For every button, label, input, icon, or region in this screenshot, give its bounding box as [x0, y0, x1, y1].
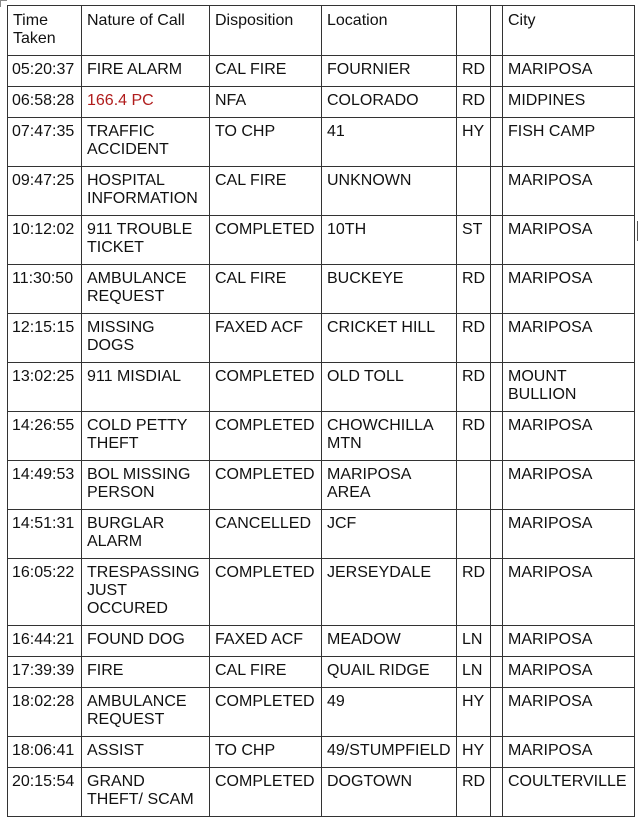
table-row — [8, 216, 635, 265]
cell-street-suffix: RD — [457, 265, 491, 314]
cell-blank — [491, 56, 503, 87]
cell-nature-of-call: 911 TROUBLE TICKET — [82, 216, 210, 265]
cell-city: MARIPOSA — [503, 314, 635, 363]
cell-location: OLD TOLL — [322, 363, 457, 412]
cell-disposition: CAL FIRE — [210, 167, 322, 216]
cell-city: MARIPOSA — [503, 626, 635, 657]
table-row — [8, 87, 635, 118]
table-row — [8, 314, 635, 363]
cell-location: 49 — [322, 688, 457, 737]
cell-blank — [491, 363, 503, 412]
col-header-city: City — [503, 6, 635, 56]
cell-blank — [491, 461, 503, 510]
cell-location: MEADOW — [322, 626, 457, 657]
cell-blank — [491, 87, 503, 118]
cell-disposition: FAXED ACF — [210, 314, 322, 363]
call-log-body — [8, 56, 635, 817]
cell-street-suffix: LN — [457, 626, 491, 657]
cell-street-suffix: LN — [457, 657, 491, 688]
table-row — [8, 167, 635, 216]
table-row — [8, 626, 635, 657]
col-header-time-taken: Time Taken — [8, 6, 82, 56]
cell-disposition: COMPLETED — [210, 412, 322, 461]
cell-blank — [491, 559, 503, 626]
call-log-table — [7, 5, 635, 817]
cell-location: 49/STUMPFIELD — [322, 737, 457, 768]
cell-nature-of-call: BOL MISSING PERSON — [82, 461, 210, 510]
cell-time-taken: 16:44:21 — [8, 626, 82, 657]
cell-disposition: COMPLETED — [210, 461, 322, 510]
table-row — [8, 412, 635, 461]
cell-blank — [491, 688, 503, 737]
cell-time-taken: 14:49:53 — [8, 461, 82, 510]
cell-location: JCF — [322, 510, 457, 559]
cell-disposition: CAL FIRE — [210, 265, 322, 314]
cell-city: MIDPINES — [503, 87, 635, 118]
cell-street-suffix: RD — [457, 768, 491, 817]
cell-time-taken: 10:12:02 — [8, 216, 82, 265]
col-header-disposition: Disposition — [210, 6, 322, 56]
col-header-blank — [491, 6, 503, 56]
cell-city: MARIPOSA — [503, 412, 635, 461]
cell-nature-of-call: ASSIST — [82, 737, 210, 768]
cell-location: CRICKET HILL — [322, 314, 457, 363]
col-header-nature-of-call: Nature of Call — [82, 6, 210, 56]
cell-time-taken: 17:39:39 — [8, 657, 82, 688]
cell-blank — [491, 265, 503, 314]
table-row — [8, 363, 635, 412]
cell-disposition: COMPLETED — [210, 363, 322, 412]
cell-nature-of-call: BURGLAR ALARM — [82, 510, 210, 559]
cell-location: QUAIL RIDGE — [322, 657, 457, 688]
cell-disposition: TO CHP — [210, 737, 322, 768]
cell-city: MARIPOSA — [503, 265, 635, 314]
cell-nature-of-call: HOSPITAL INFORMATION — [82, 167, 210, 216]
cell-city: MARIPOSA — [503, 510, 635, 559]
cell-street-suffix: RD — [457, 314, 491, 363]
cell-street-suffix: RD — [457, 363, 491, 412]
cell-street-suffix: HY — [457, 118, 491, 167]
cell-nature-of-call: TRESPASSING JUST OCCURED — [82, 559, 210, 626]
cell-city: MARIPOSA — [503, 559, 635, 626]
cell-city: MARIPOSA — [503, 56, 635, 87]
cell-city: MARIPOSA — [503, 657, 635, 688]
cell-disposition: TO CHP — [210, 118, 322, 167]
cell-blank — [491, 510, 503, 559]
cell-nature-of-call: MISSING DOGS — [82, 314, 210, 363]
col-header-location: Location — [322, 6, 457, 56]
cell-disposition: COMPLETED — [210, 216, 322, 265]
cell-location: 41 — [322, 118, 457, 167]
cell-blank — [491, 737, 503, 768]
cell-location: UNKNOWN — [322, 167, 457, 216]
cell-nature-of-call: AMBULANCE REQUEST — [82, 265, 210, 314]
cell-blank — [491, 314, 503, 363]
cell-disposition: COMPLETED — [210, 768, 322, 817]
cell-time-taken: 11:30:50 — [8, 265, 82, 314]
cell-disposition: NFA — [210, 87, 322, 118]
cell-city: MARIPOSA — [503, 737, 635, 768]
cell-time-taken: 14:51:31 — [8, 510, 82, 559]
table-row — [8, 657, 635, 688]
cell-location: MARIPOSA AREA — [322, 461, 457, 510]
page-corner-mark — [0, 0, 7, 7]
cell-disposition: CAL FIRE — [210, 56, 322, 87]
table-row — [8, 510, 635, 559]
cell-city: MOUNT BULLION — [503, 363, 635, 412]
cell-nature-of-call: FIRE — [82, 657, 210, 688]
cell-disposition: COMPLETED — [210, 559, 322, 626]
cell-location: FOURNIER — [322, 56, 457, 87]
cell-nature-of-call: 166.4 PC — [82, 87, 210, 118]
cell-city: MARIPOSA — [503, 461, 635, 510]
header-row — [8, 6, 635, 56]
table-row — [8, 737, 635, 768]
cell-nature-of-call: GRAND THEFT/ SCAM — [82, 768, 210, 817]
table-row — [8, 265, 635, 314]
cell-city: MARIPOSA — [503, 167, 635, 216]
cell-time-taken: 13:02:25 — [8, 363, 82, 412]
cell-nature-of-call: COLD PETTY THEFT — [82, 412, 210, 461]
cell-location: DOGTOWN — [322, 768, 457, 817]
cell-street-suffix: HY — [457, 737, 491, 768]
cell-street-suffix — [457, 167, 491, 216]
cell-time-taken: 05:20:37 — [8, 56, 82, 87]
cell-blank — [491, 216, 503, 265]
table-row — [8, 461, 635, 510]
cell-location: 10TH — [322, 216, 457, 265]
cell-time-taken: 14:26:55 — [8, 412, 82, 461]
cell-time-taken: 06:58:28 — [8, 87, 82, 118]
cell-location: JERSEYDALE — [322, 559, 457, 626]
cell-street-suffix: HY — [457, 688, 491, 737]
cell-time-taken: 18:02:28 — [8, 688, 82, 737]
cell-nature-of-call: TRAFFIC ACCIDENT — [82, 118, 210, 167]
cell-nature-of-call: AMBULANCE REQUEST — [82, 688, 210, 737]
cell-time-taken: 16:05:22 — [8, 559, 82, 626]
cell-city: COULTERVILLE — [503, 768, 635, 817]
cell-blank — [491, 768, 503, 817]
cell-time-taken: 09:47:25 — [8, 167, 82, 216]
cell-street-suffix: RD — [457, 56, 491, 87]
table-row — [8, 56, 635, 87]
cell-time-taken: 12:15:15 — [8, 314, 82, 363]
page-edge-mark — [637, 221, 638, 241]
table-row — [8, 559, 635, 626]
cell-nature-of-call: 911 MISDIAL — [82, 363, 210, 412]
cell-blank — [491, 167, 503, 216]
table-row — [8, 768, 635, 817]
cell-disposition: COMPLETED — [210, 688, 322, 737]
cell-street-suffix — [457, 461, 491, 510]
cell-city: MARIPOSA — [503, 688, 635, 737]
cell-location: COLORADO — [322, 87, 457, 118]
cell-street-suffix: ST — [457, 216, 491, 265]
col-header-street-suffix — [457, 6, 491, 56]
cell-nature-of-call: FOUND DOG — [82, 626, 210, 657]
table-row — [8, 688, 635, 737]
cell-city: MARIPOSA — [503, 216, 635, 265]
cell-blank — [491, 118, 503, 167]
cell-city: FISH CAMP — [503, 118, 635, 167]
cell-time-taken: 18:06:41 — [8, 737, 82, 768]
table-row — [8, 118, 635, 167]
cell-disposition: CANCELLED — [210, 510, 322, 559]
cell-street-suffix: RD — [457, 87, 491, 118]
cell-blank — [491, 626, 503, 657]
cell-disposition: CAL FIRE — [210, 657, 322, 688]
cell-blank — [491, 412, 503, 461]
cell-street-suffix: RD — [457, 412, 491, 461]
cell-nature-of-call: FIRE ALARM — [82, 56, 210, 87]
cell-location: CHOWCHILLA MTN — [322, 412, 457, 461]
cell-location: BUCKEYE — [322, 265, 457, 314]
cell-blank — [491, 657, 503, 688]
cell-street-suffix — [457, 510, 491, 559]
cell-street-suffix: RD — [457, 559, 491, 626]
cell-disposition: FAXED ACF — [210, 626, 322, 657]
cell-time-taken: 20:15:54 — [8, 768, 82, 817]
cell-time-taken: 07:47:35 — [8, 118, 82, 167]
